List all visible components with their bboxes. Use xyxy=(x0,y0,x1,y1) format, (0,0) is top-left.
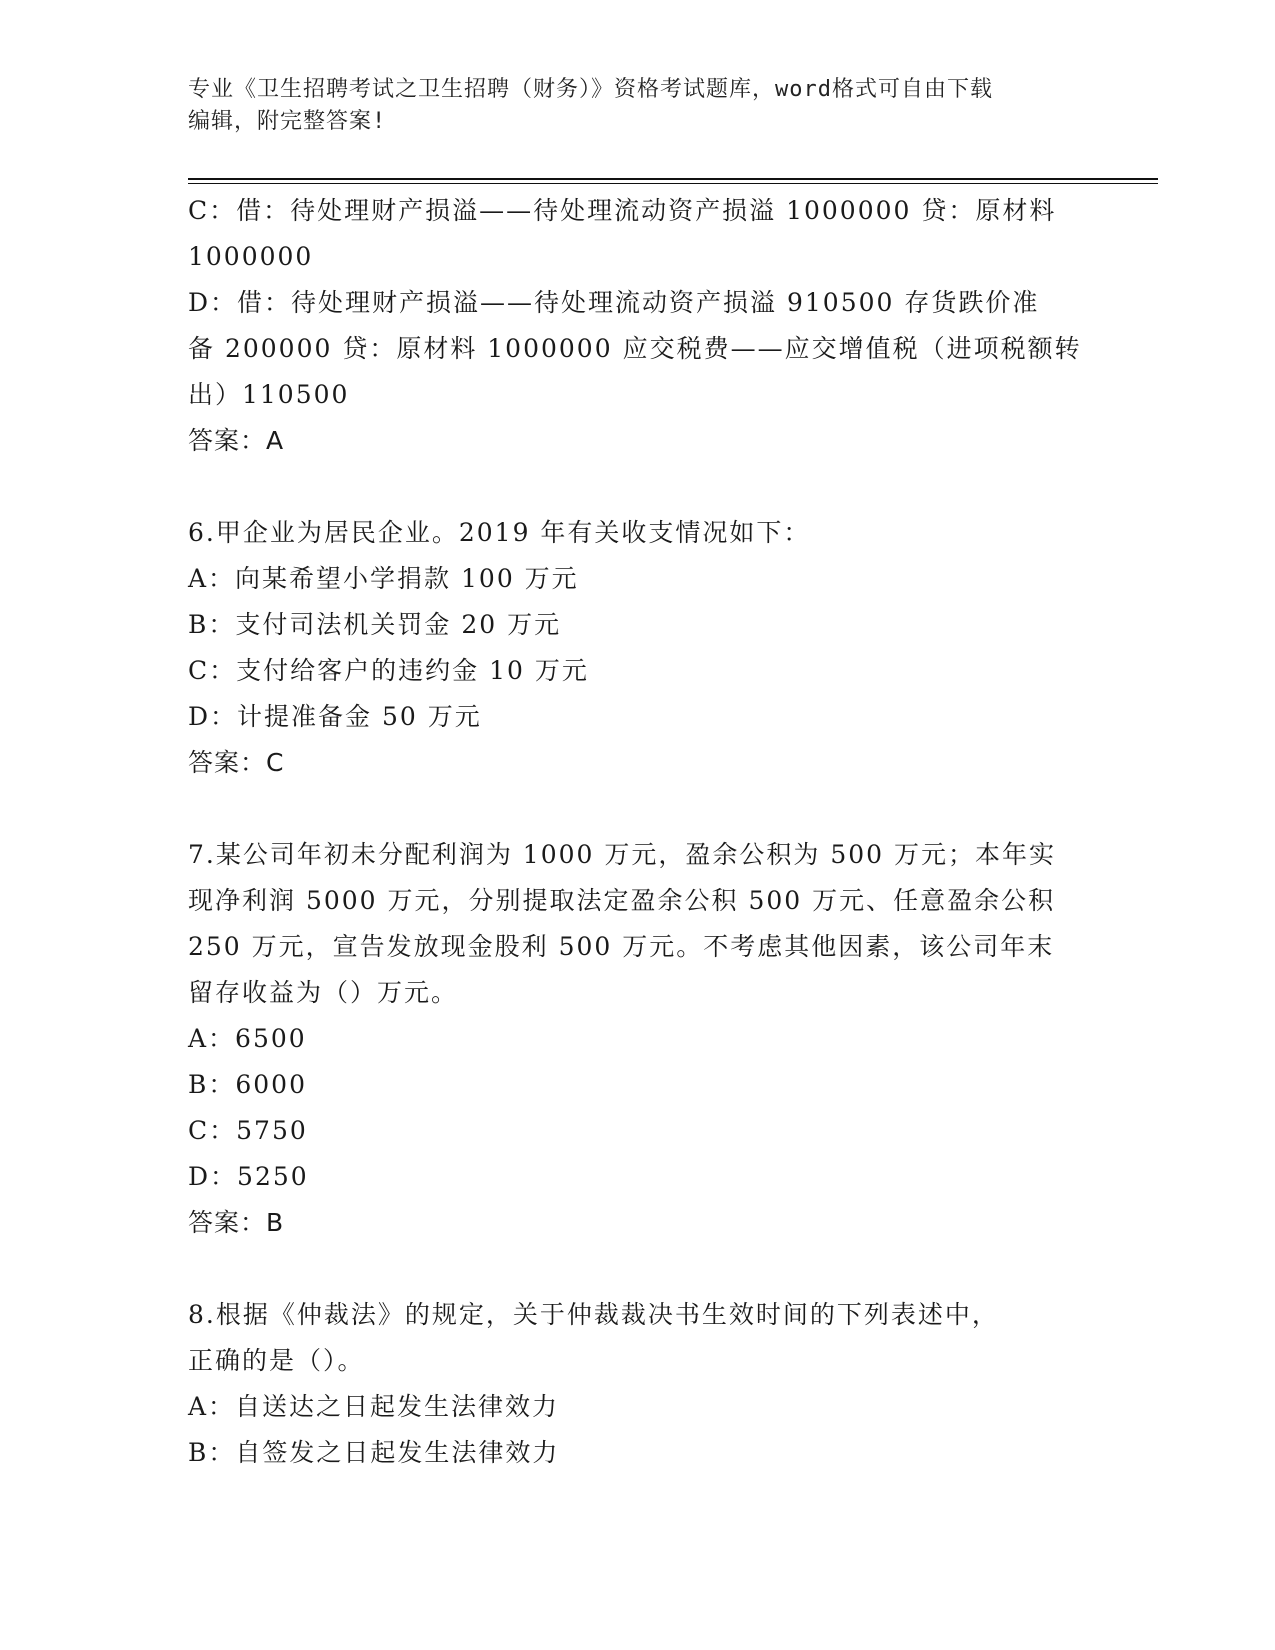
header-line-2: 编辑，附完整答案! xyxy=(188,109,387,134)
q7-option-d: D：5250 xyxy=(188,1162,309,1191)
q7-option-a: A：6500 xyxy=(188,1024,307,1053)
q6-option-d: D：计提准备金 50 万元 xyxy=(188,702,482,731)
header-divider-thin xyxy=(188,183,1158,184)
question-6 xyxy=(188,510,1088,786)
spacer xyxy=(188,1246,1088,1292)
q6-option-a: A：向某希望小学捐款 100 万元 xyxy=(188,564,579,593)
q6-option-c: C：支付给客户的违约金 10 万元 xyxy=(188,656,589,685)
q8-question-line-2: 正确的是（）。 xyxy=(188,1346,365,1375)
q7-question-line-3: 250 万元，宣告发放现金股利 500 万元。不考虑其他因素，该公司年末 xyxy=(188,932,1055,961)
q5-option-c-line-2: 1000000 xyxy=(188,242,314,271)
question-5-tail xyxy=(188,188,1088,464)
header-line-1: 专业《卫生招聘考试之卫生招聘（财务）》资格考试题库，word格式可自由下载 xyxy=(188,77,993,102)
q7-answer: 答案：B xyxy=(188,1208,285,1237)
q8-question-line-1: 8.根据《仲裁法》的规定，关于仲裁裁决书生效时间的下列表述中， xyxy=(188,1300,999,1329)
header-divider-thick xyxy=(188,178,1158,180)
question-8 xyxy=(188,1292,1088,1476)
question-content xyxy=(188,188,1088,1476)
spacer xyxy=(188,464,1088,510)
q5-option-d-line-2: 备 200000 贷：原材料 1000000 应交税费——应交增值税（进项税额转 xyxy=(188,334,1082,363)
question-7 xyxy=(188,832,1088,1246)
q7-option-c: C：5750 xyxy=(188,1116,308,1145)
q5-option-d-line-3: 出）110500 xyxy=(188,380,350,409)
q8-option-b: B：自签发之日起发生法律效力 xyxy=(188,1438,560,1467)
spacer xyxy=(188,786,1088,832)
q7-question-line-4: 留存收益为（）万元。 xyxy=(188,978,459,1007)
q6-answer: 答案：C xyxy=(188,748,285,777)
q5-answer: 答案：A xyxy=(188,426,285,455)
q6-question: 6.甲企业为居民企业。2019 年有关收支情况如下： xyxy=(188,518,811,547)
q5-option-d-line-1: D：借：待处理财产损溢——待处理流动资产损溢 910500 存货跌价准 xyxy=(188,288,1040,317)
q6-option-b: B：支付司法机关罚金 20 万元 xyxy=(188,610,562,639)
q7-question-line-1: 7.某公司年初未分配利润为 1000 万元，盈余公积为 500 万元；本年实 xyxy=(188,840,1056,869)
document-header xyxy=(188,74,1088,138)
q7-option-b: B：6000 xyxy=(188,1070,307,1099)
q8-option-a: A：自送达之日起发生法律效力 xyxy=(188,1392,560,1421)
q5-option-c-line-1: C：借：待处理财产损溢——待处理流动资产损溢 1000000 贷：原材料 xyxy=(188,196,1057,225)
q7-question-line-2: 现净利润 5000 万元，分别提取法定盈余公积 500 万元、任意盈余公积 xyxy=(188,886,1056,915)
